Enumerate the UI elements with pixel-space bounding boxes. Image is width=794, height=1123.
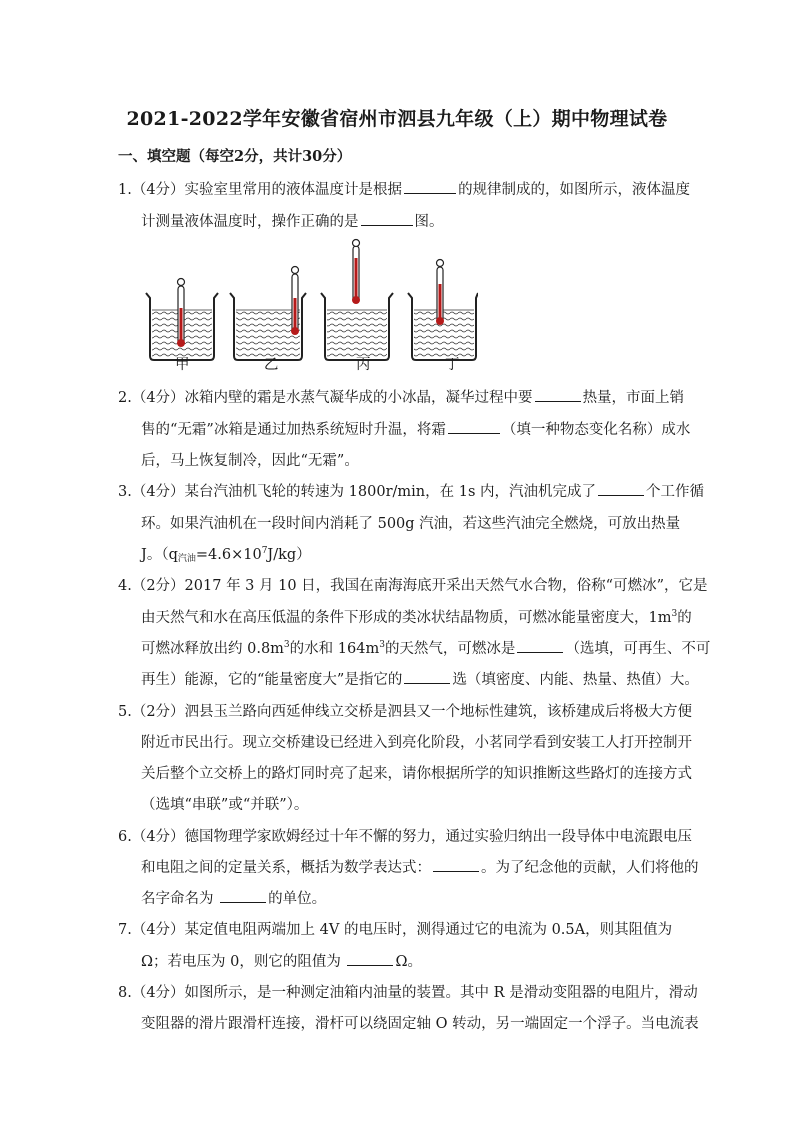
q3-text: J。（q	[141, 547, 178, 563]
q5-text: 关后整个立交桥上的路灯同时亮了起来，请你根据所学的知识推断这些路灯的连接方式	[141, 766, 692, 782]
q4-text: 选（填密度、内能、热量、热值）大。	[452, 672, 699, 688]
beaker-ding	[408, 260, 478, 361]
figure-label-yi: 乙	[264, 357, 279, 373]
q6-text: 和电阻之间的定量关系，概括为数学表达式：	[141, 860, 431, 876]
beaker-jia	[146, 279, 218, 361]
q4-text: 4.（2分）2017 年 3 月 10 日，我国在南海海底开采出天然气水合物，俗称“可燃冰”，它是	[118, 578, 708, 594]
section-heading: 一、填空题（每空2分，共计30分）	[118, 148, 352, 165]
q8-text: 变阻器的滑片跟滑杆连接，滑杆可以绕固定轴 O 转动，另一端固定一个浮子。当电流表	[141, 1016, 699, 1032]
answer-blank	[361, 211, 413, 226]
q4-text: （选填，可再生、不可	[565, 641, 711, 657]
superscript: 3	[671, 609, 678, 619]
q4-text: 的天然气，可燃冰是	[384, 641, 516, 657]
q6-text: 。为了纪念他的贡献，人们将他的	[481, 860, 699, 876]
figure-label-bing: 丙	[356, 357, 371, 373]
q1-text: 1.（4分）实验室里常用的液体温度计是根据	[118, 182, 403, 198]
answer-blank	[433, 857, 479, 872]
page-title: 2021-2022学年安徽省宿州市泗县九年级（上）期中物理试卷	[126, 108, 668, 130]
q3-text: 个工作循	[646, 484, 704, 500]
q2-text: 后，马上恢复制冷，因此“无霜”。	[141, 453, 359, 469]
subscript: 汽油	[177, 554, 196, 564]
q4-text: 可燃冰释放出约 0.8m	[141, 641, 284, 657]
q5-text: 5.（2分）泗县玉兰路向西延伸线立交桥是泗县又一个地标性建筑，该桥建成后将极大方便	[118, 704, 693, 720]
q4-text: 的	[677, 610, 692, 626]
superscript: 3	[283, 640, 290, 650]
q7-text: Ω；若电压为 0，则它的阻值为	[141, 954, 341, 970]
answer-blank	[220, 888, 266, 903]
answer-blank	[404, 669, 450, 684]
q1-text: 图。	[414, 214, 444, 230]
figure-label-ding: 丁	[445, 357, 460, 373]
q7-text: Ω。	[395, 954, 422, 970]
answer-blank	[347, 951, 393, 966]
superscript: 3	[379, 640, 385, 650]
q1-text: 计测量液体温度时，操作正确的是	[141, 214, 359, 230]
beaker-bing	[321, 240, 393, 361]
figure-label-jia: 甲	[175, 357, 190, 373]
q2-text: （填一种物态变化名称）成水	[501, 422, 691, 438]
q6-text: 的单位。	[268, 891, 327, 907]
q2-text: 2.（4分）冰箱内壁的霜是水蒸气凝华成的小冰晶，凝华过程中要	[118, 390, 533, 406]
q4-text: 的水和 164m	[289, 641, 380, 657]
q5-text: 附近市民出行。现立交桥建设已经进入到亮化阶段，小茗同学看到安装工人打开控制开	[141, 735, 692, 751]
answer-blank	[448, 419, 500, 434]
q2-text: 售的“无霜”冰箱是通过加热系统短时升温，将霜	[141, 422, 446, 438]
q3-text: =4.6×10	[195, 547, 262, 563]
q6-text: 名字命名为	[141, 891, 214, 907]
q5-text: （选填“串联”或“并联”）。	[141, 797, 309, 813]
answer-blank	[535, 387, 581, 402]
q3-text: 环。如果汽油机在一段时间内消耗了 500g 汽油，若这些汽油完全燃烧，可放出热量	[141, 516, 681, 532]
q3-text: J/kg）	[267, 547, 311, 563]
q3-text: 3.（4分）某台汽油机飞轮的转速为 1800r/min，在 1s 内，汽油机完成了	[118, 484, 596, 500]
superscript: 7	[261, 546, 268, 556]
q2-text: 热量，市面上销	[582, 390, 685, 406]
q6-text: 6.（4分）德国物理学家欧姆经过十年不懈的努力，通过实验归纳出一段导体中电流跟电压	[118, 829, 693, 845]
q8-text: 8.（4分）如图所示，是一种测定油箱内油量的装置。其中 R 是滑动变阻器的电阻片，滑动	[118, 985, 698, 1001]
q4-text: 再生）能源，它的“能量密度大”是指它的	[141, 672, 403, 688]
answer-blank	[404, 179, 456, 194]
answer-blank	[517, 638, 563, 653]
q4-text: 由天然气和水在高压低温的条件下形成的类冰状结晶物质，可燃冰能量密度大，1m	[141, 610, 672, 626]
answer-blank	[598, 481, 644, 496]
beaker-yi	[230, 267, 306, 361]
q7-text: 7.（4分）某定值电阻两端加上 4V 的电压时，测得通过它的电流为 0.5A，则其阻值为	[118, 922, 673, 938]
q1-text: 的规律制成的，如图所示，液体温度	[458, 182, 691, 198]
